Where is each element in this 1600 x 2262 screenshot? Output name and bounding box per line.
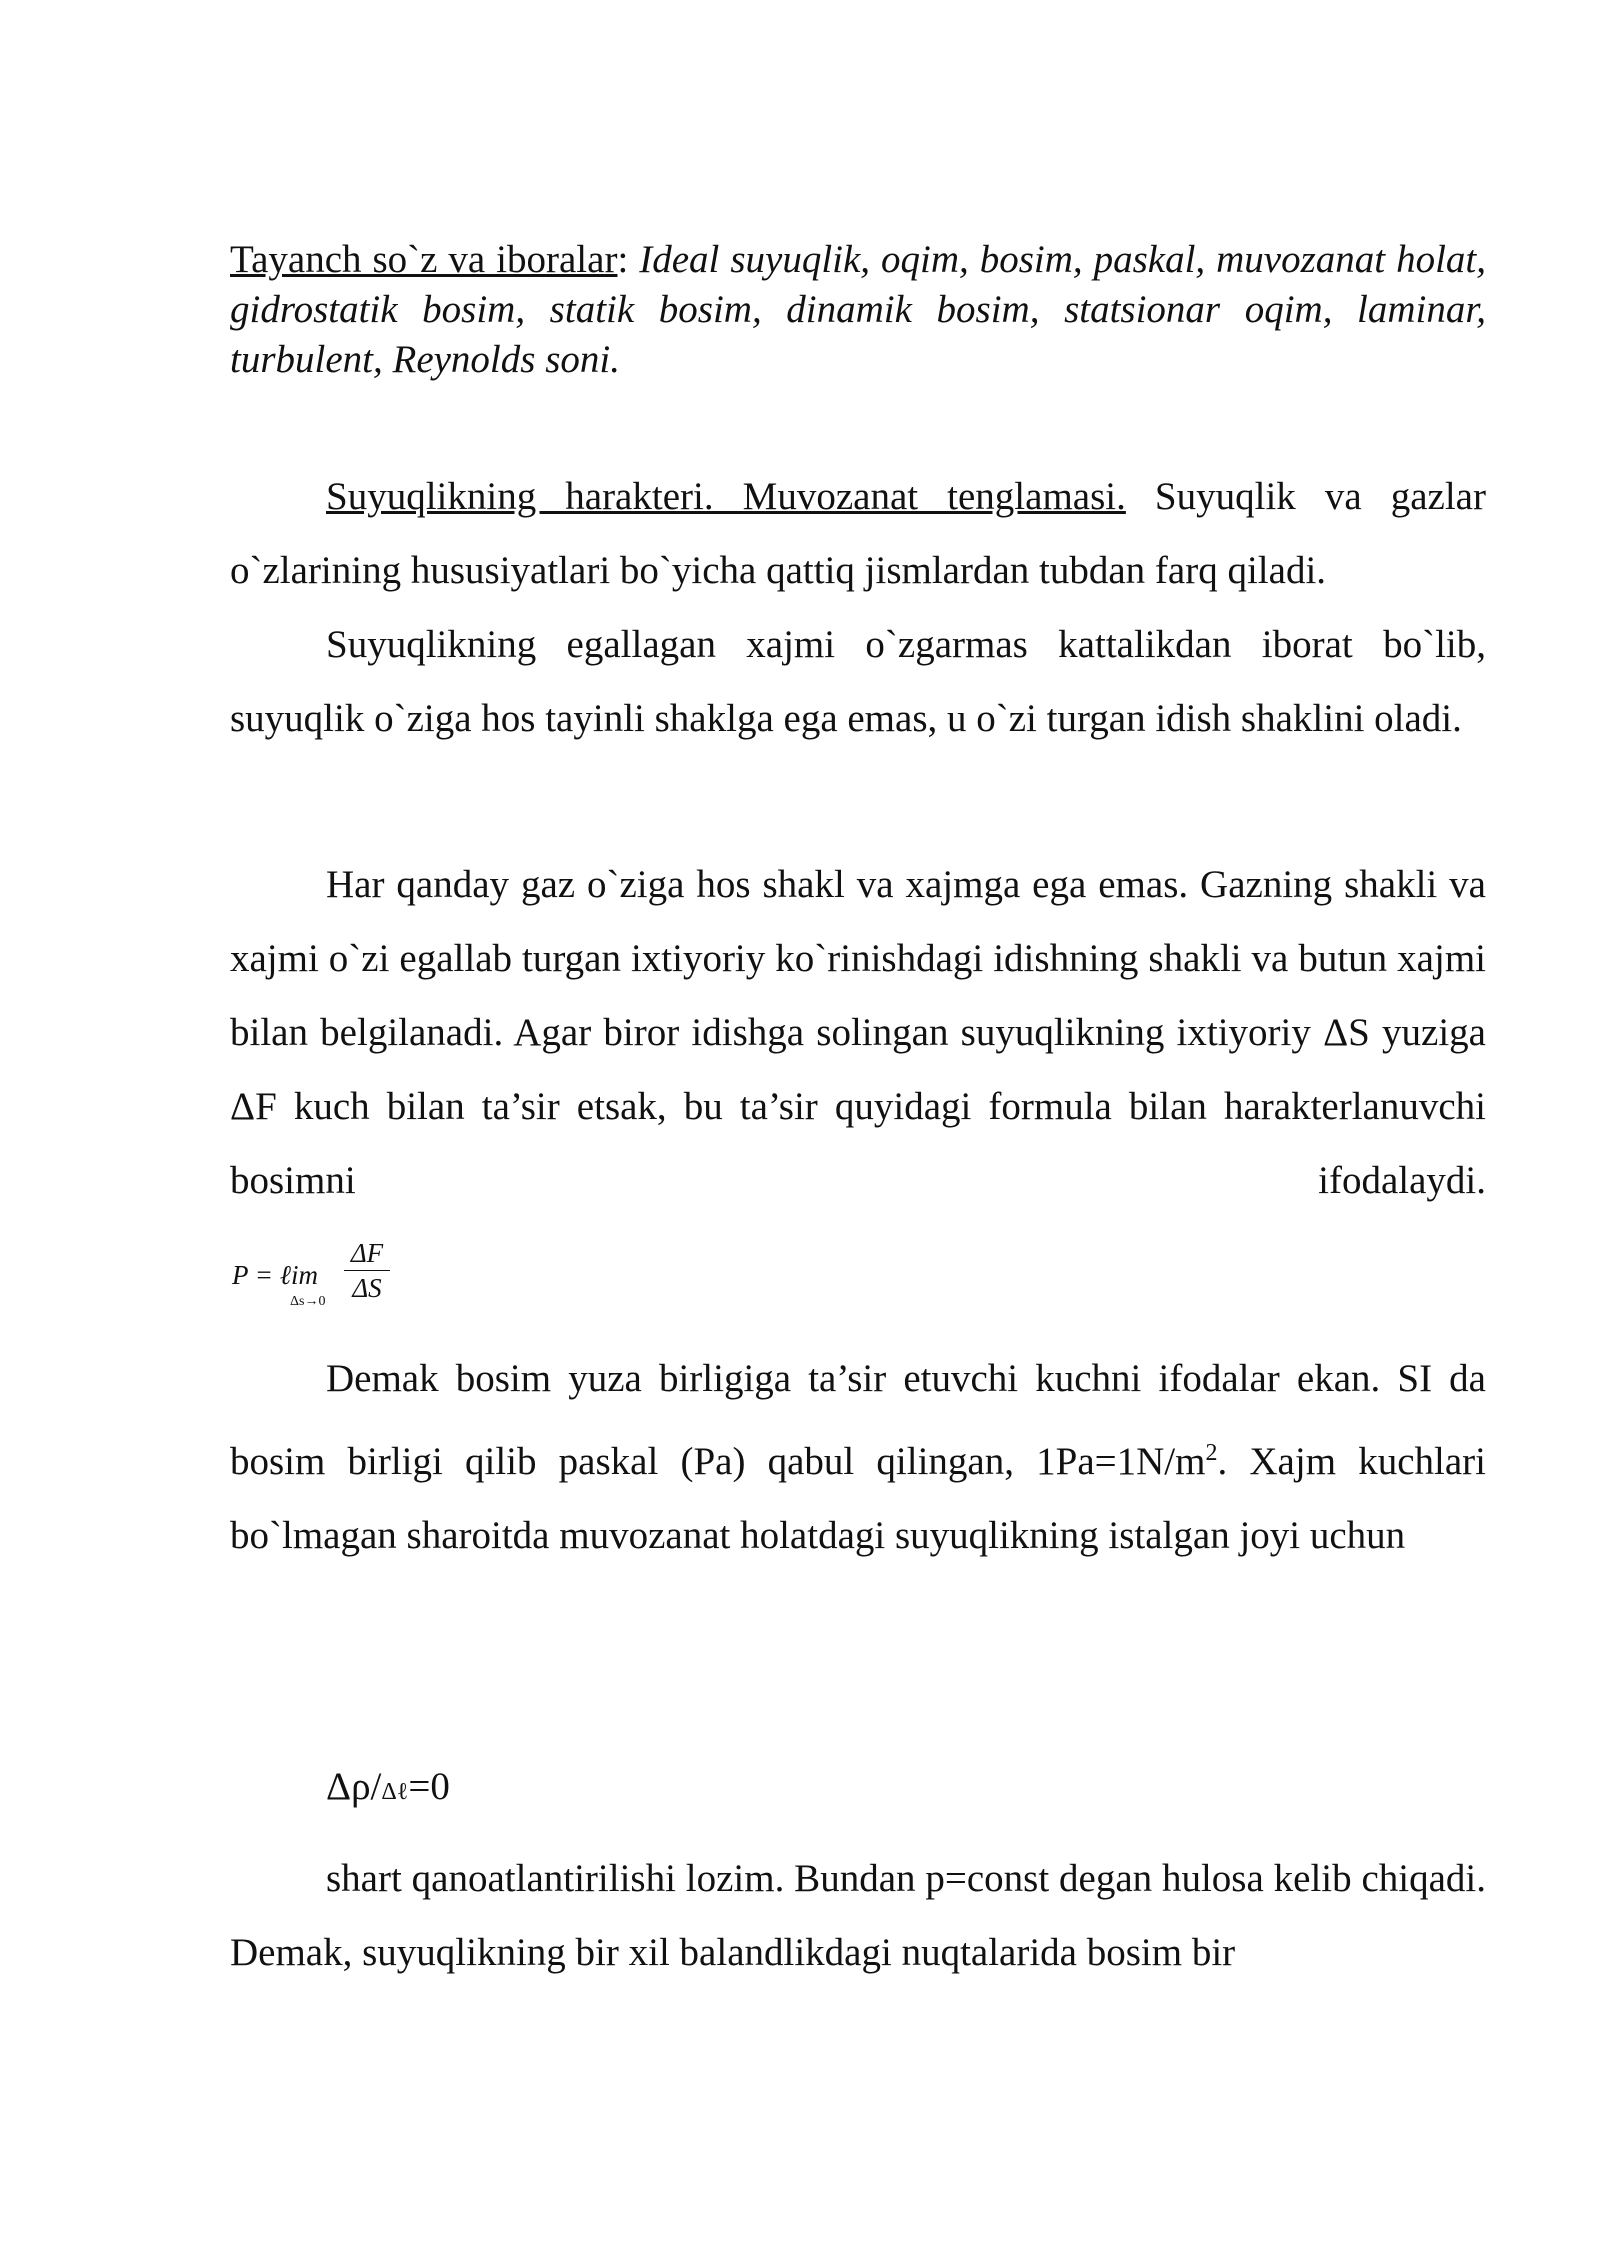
paragraph-1 — [230, 460, 1486, 608]
paragraph-2: Suyuqlikning egallagan xajmi o`zgarmas kattalikdan iborat bo`lib, suyuqlik o`ziga hos tayinli shaklga ega emas, u o`zi turgan idish shaklini oladi. — [230, 623, 1486, 740]
keywords-label: Tayanch so`z va iboralar — [230, 238, 618, 281]
formula-lhs: P = ℓim — [232, 1260, 318, 1290]
paragraph-5: shart qanoatlantirilishi lozim. Bundan p=const degan hulosa kelib chiqadi. Demak, suyuqlikning bir xil balandlikdagi nuqtalarida bosim bir — [230, 1857, 1486, 1974]
fraction-bar — [344, 1270, 390, 1271]
formula-fraction — [344, 1238, 390, 1303]
paragraph-3: Har qanday gaz o`ziga hos shakl va xajmga ega emas. Gazning shakli va xajmi o`zi egallab turgan ixtiyoriy ko`rinishdagi idishning shakli va butun xajmi bilan belgilanadi. Agar biror idishga solingan suyuqlikning ixtiyoriy ΔS yuziga ΔF kuch bilan ta’sir etsak, bu ta’sir quyidagi formula bilan harakterlanuvchi bosimni ifodalaydi. — [230, 863, 1486, 1202]
keywords-colon: : — [617, 238, 640, 281]
formula-limit-subscript: Δs→0 — [290, 1294, 326, 1309]
formula-denominator: ΔS — [352, 1273, 382, 1303]
keywords-block — [230, 235, 1486, 385]
paragraph-4-superscript: 2 — [1205, 1440, 1218, 1466]
paragraph-4-text-a: Demak bosim yuza birligiga ta’sir etuvchi kuchni ifodalar ekan. SI da bosim birligi qilib paskal (Pa) qabul qilingan, 1Pa=1N/m — [230, 1357, 1486, 1483]
paragraph-1-text: Suyuqlik va gazlar o`zlarining hususiyatlari bo`yicha qattiq jismlardan tubdan farq qiladi. — [230, 475, 1486, 592]
paragraph-4 — [230, 1342, 1486, 1573]
equilibrium-formula-small: Δℓ — [381, 1779, 409, 1805]
equilibrium-formula — [326, 1762, 450, 1817]
document-page — [230, 0, 1486, 2262]
equilibrium-formula-right: =0 — [408, 1765, 450, 1808]
keywords-terms: Ideal suyuqlik, oqim, bosim, paskal, muvozanat holat, gidrostatik bosim, statik bosim, dinamik bosim, statsionar oqim, laminar, turbulent, Reynolds soni. — [230, 238, 1486, 381]
paragraph-4-text-b: . Xajm kuchlari bo`lmagan sharoitda muvozanat holatdagi suyuqlikning istalgan joyi uchun — [230, 1440, 1486, 1557]
formula-numerator: ΔF — [350, 1238, 384, 1268]
section-heading: Suyuqlikning harakteri. Muvozanat tenglamasi. — [326, 475, 1126, 518]
equilibrium-formula-left: Δρ/ — [326, 1765, 382, 1808]
